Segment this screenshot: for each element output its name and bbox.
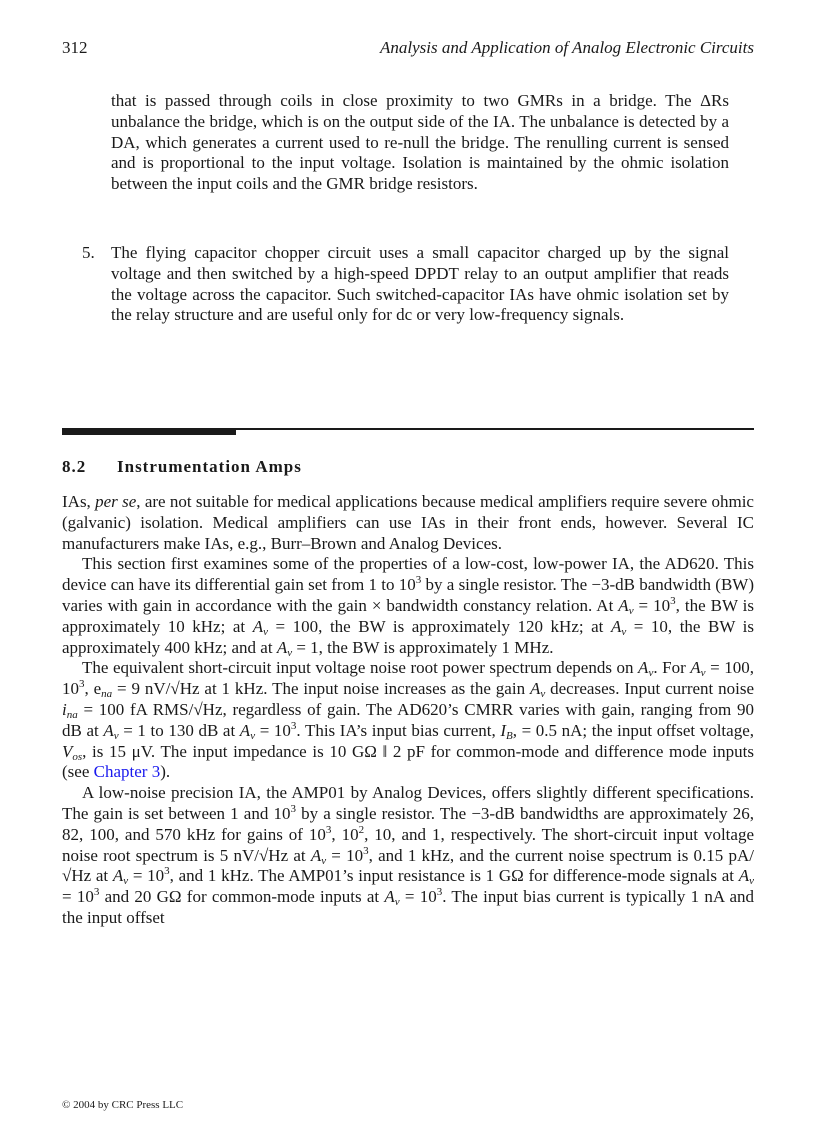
running-title: Analysis and Application of Analog Electronic Circuits: [380, 38, 754, 57]
paragraph: IAs, per se, are not suitable for medical applications because medical amplifiers require severe ohmic (galvanic) isolation. Medical amplifiers can use IAs in their front ends, however. Several IC manufacturers make IAs, e.g., Burr–Brown and Analog Devices.: [62, 492, 754, 553]
list-item-text: The flying capacitor chopper circuit uses a small capacitor charged up by the signal voltage and then switched by a high-speed DPDT relay to an output amplifier that reads the voltage across the capacitor. Such switched-capacitor IAs have ohmic isolation set by the relay structure and are useful only for dc or very low-frequency signals.: [111, 243, 729, 325]
section-number: 8.2: [62, 457, 87, 476]
copyright-footer: © 2004 by CRC Press LLC: [62, 1099, 184, 1111]
paragraph: The equivalent short-circuit input voltage noise root power spectrum depends on $A_v$. For $A_v = 100$, $10^3$, $e_{na} = 9$ nV/√Hz at 1 kHz. The input noise increases as the gain $A_v$ decreases. Input current noise $i_{na} = 100$ fA RMS/√Hz, regardless of gain. The AD620’s CMRR varies with gain, ranging from 90 dB at $A_v = 1$ to 130 dB at $A_v = 10^3$. This IA’s input bias current, $I_B$, = 0.5 nA; the input offset voltage, $V_{os}$, is 15 μV. The input impedance is 10 GΩ ‖ 2 pF for common-mode and difference mode inputs (see Chapter 3).: [62, 658, 755, 782]
section-heading: [62, 457, 302, 477]
body-text: [62, 492, 754, 929]
paragraph: This section first examines some of the properties of a low-cost, low-power IA, the AD620. This device can have its differential gain set from 1 to $10^3$ by a single resistor. The −3-dB bandwidth (BW) varies with gain in accordance with the gain × bandwidth constancy relation. At $A_v = 10^3$, the BW is approximately 10 kHz; at $A_v = 100$, the BW is approximately 120 kHz; at $A_v = 10$, the BW is approximately 400 kHz; and at $A_v = 1$, the BW is approximately 1 MHz.: [62, 554, 754, 659]
list-item-number: 5.: [82, 243, 95, 262]
page-number: 312: [62, 38, 88, 57]
section-rule-thick: [62, 428, 236, 435]
paragraph: A low-noise precision IA, the AMP01 by Analog Devices, offers slightly different specifications. The gain is set between 1 and $10^3$ by a single resistor. The −3-dB bandwidths are approximately 26, 82, 100, and 570 kHz for gains of $10^3$, $10^2$, 10, and 1, respectively. The short-circuit input voltage noise root spectrum is 5 nV/√Hz at $A_v = 10^3$, and 1 kHz, and the current noise spectrum is 0.15 pA/√Hz at $A_v = 10^3$, and 1 kHz. The AMP01’s input resistance is 1 GΩ for difference-mode signals at $A_v = 10^3$ and 20 GΩ for common-mode inputs at $A_v = 10^3$. The input bias current is typically 1 nA and the input offset: [62, 783, 755, 927]
chapter-link[interactable]: Chapter 3: [93, 762, 161, 782]
continued-list-text: that is passed through coils in close proximity to two GMRs in a bridge. The ΔRs unbalance the bridge, which is on the output side of the IA. The unbalance is detected by a DA, which generates a current used to re-null the bridge. The renulling current is sensed and is proportional to the input voltage. Isolation is maintained by the ohmic isolation between the input coils and the GMR bridge resistors.: [111, 91, 729, 194]
section-title: Instrumentation Amps: [117, 457, 302, 476]
